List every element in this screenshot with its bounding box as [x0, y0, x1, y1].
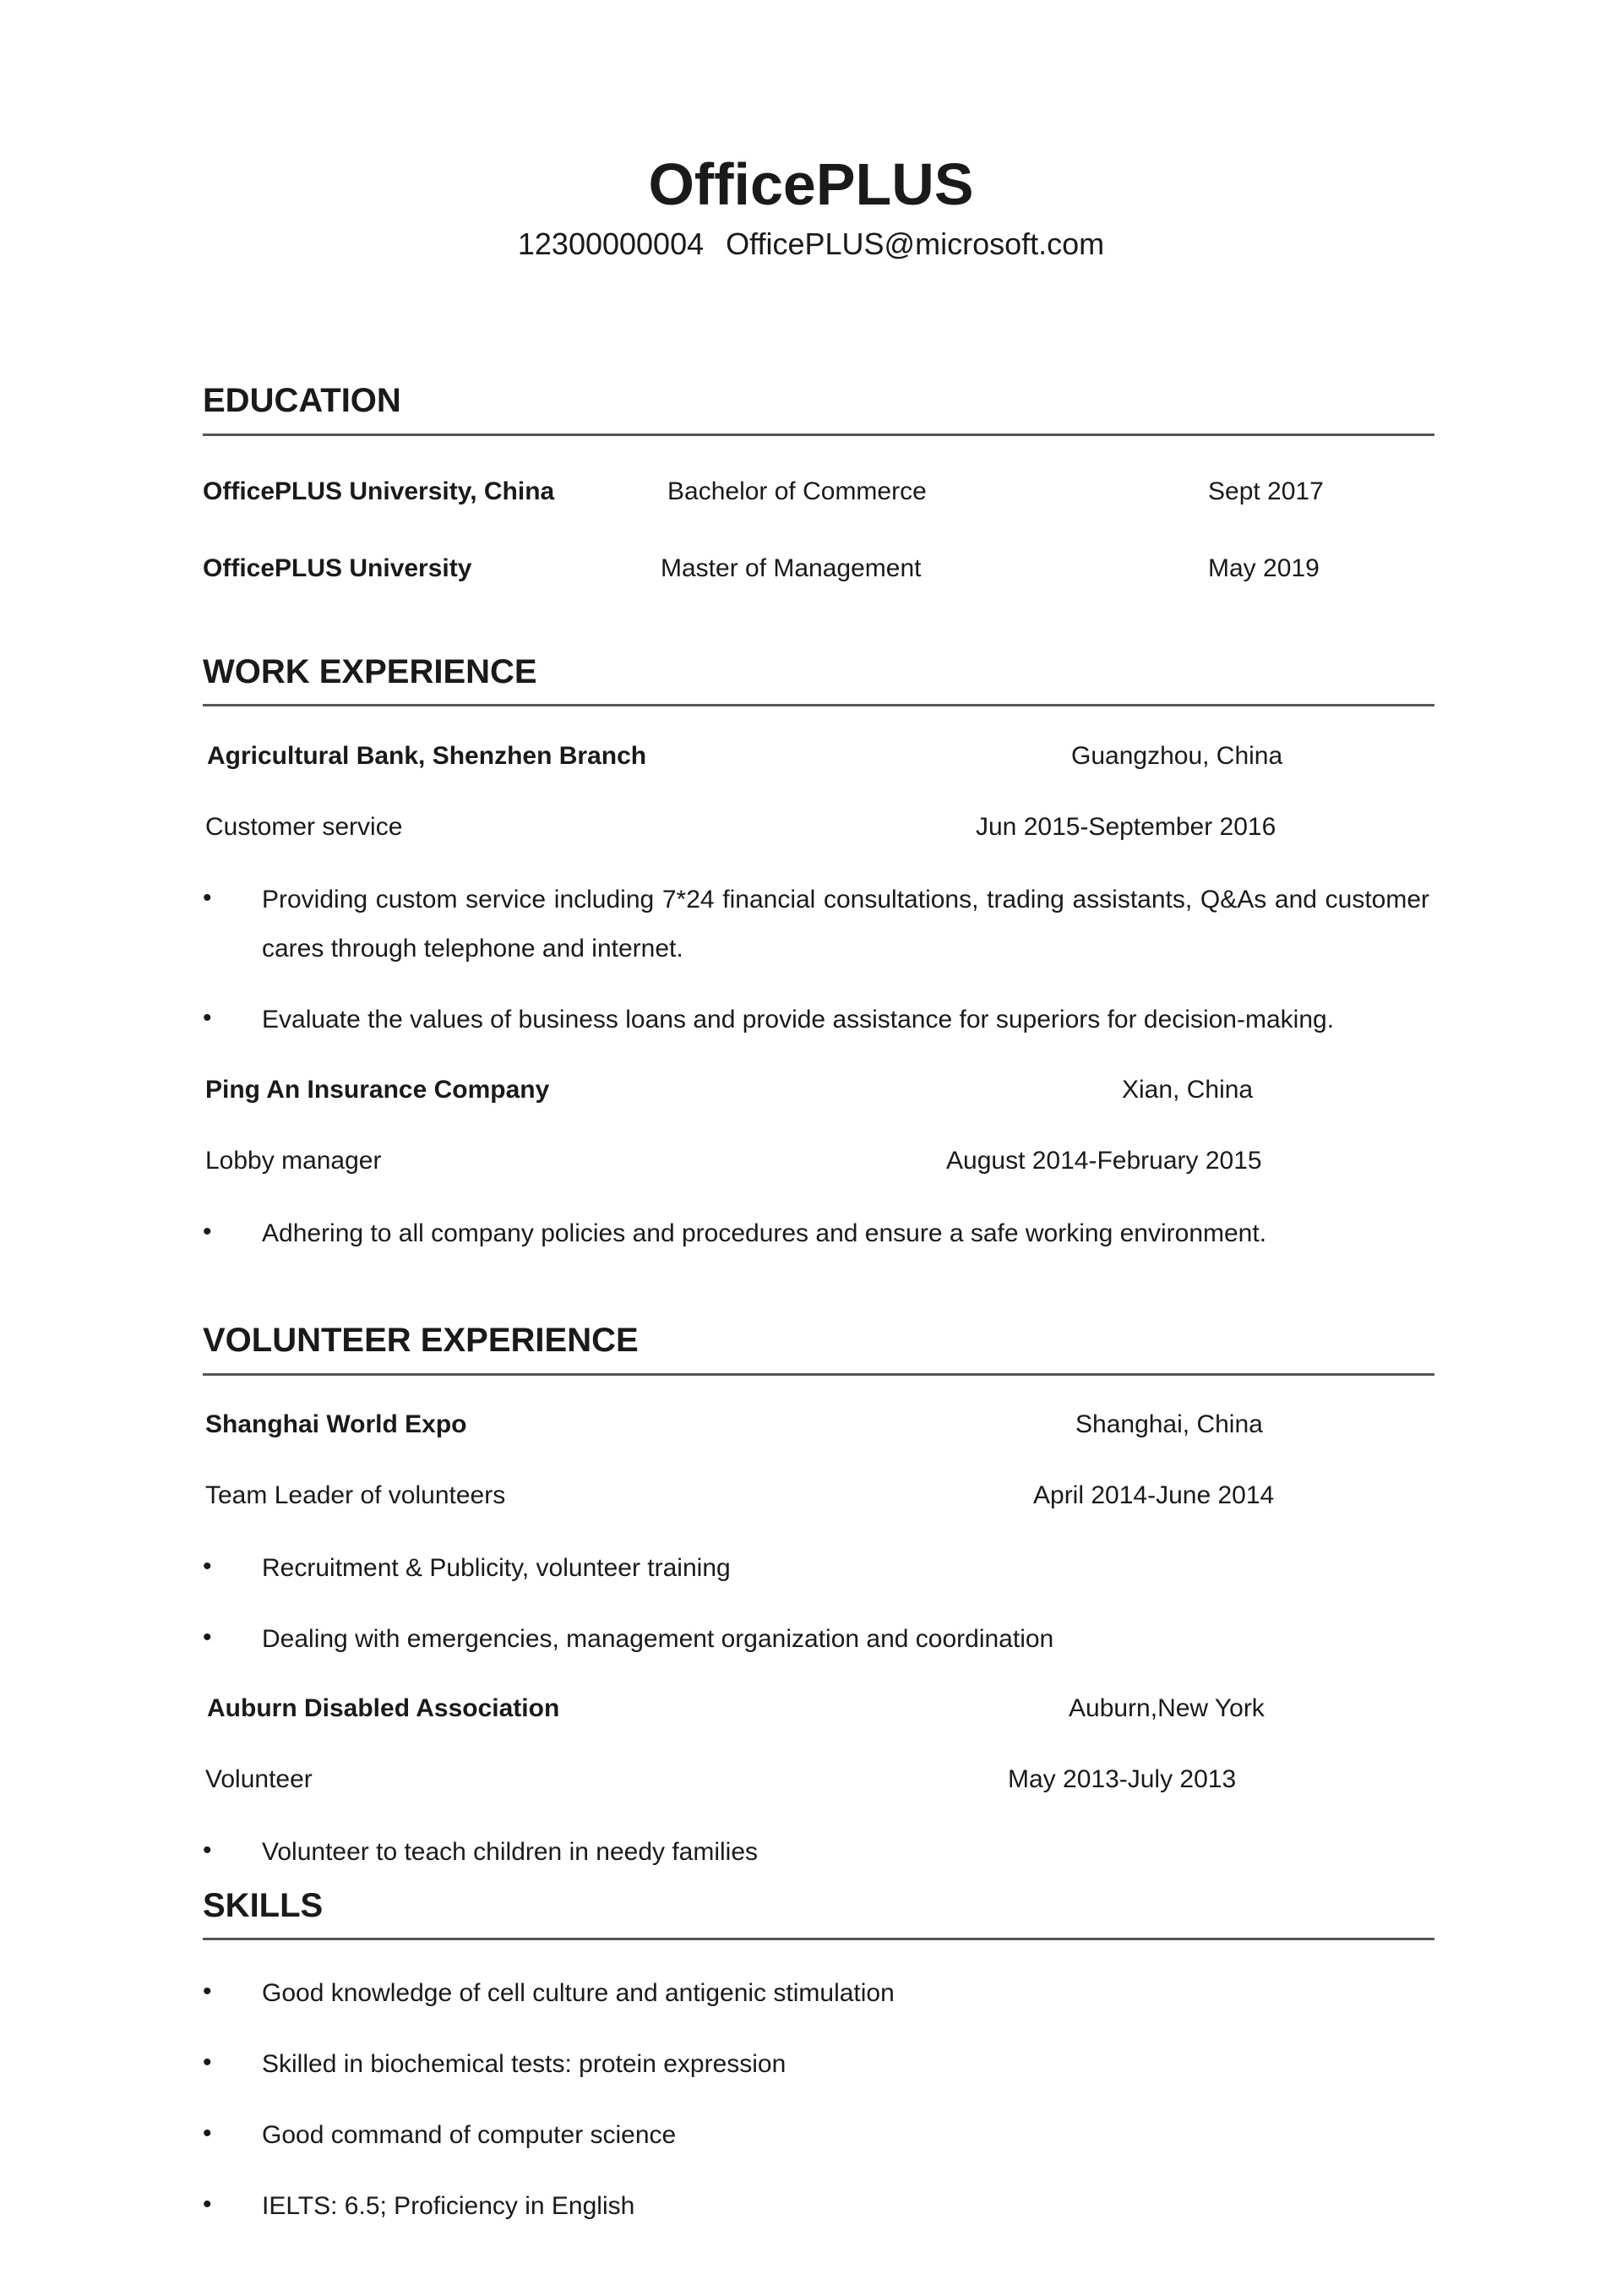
- skill-item: IELTS: 6.5; Proficiency in English: [262, 2192, 635, 2220]
- bullet-marker: •: [203, 1552, 212, 1580]
- education-heading: EDUCATION: [203, 382, 401, 419]
- bullet-marker: •: [203, 2190, 212, 2218]
- volunteer-bullet: Recruitment & Publicity, volunteer training: [262, 1554, 731, 1582]
- bullet-marker: •: [203, 1623, 212, 1651]
- bullet-marker: •: [203, 1004, 212, 1032]
- job-company: Agricultural Bank, Shenzhen Branch: [207, 742, 647, 770]
- email-address: OfficePLUS@microsoft.com: [726, 226, 1105, 261]
- job-role: Customer service: [205, 813, 403, 841]
- volunteer-bullet: Volunteer to teach children in needy families: [262, 1838, 759, 1866]
- volunteer-org: Auburn Disabled Association: [207, 1694, 560, 1722]
- job-dates: Jun 2015-September 2016: [976, 813, 1276, 841]
- education-school: OfficePLUS University: [203, 554, 472, 582]
- education-degree: Bachelor of Commerce: [667, 477, 927, 505]
- volunteer-dates: May 2013-July 2013: [1008, 1765, 1237, 1793]
- volunteer-location: Auburn,New York: [1069, 1694, 1265, 1722]
- skills-divider: [203, 1938, 1434, 1940]
- work-heading: WORK EXPERIENCE: [203, 653, 537, 690]
- volunteer-bullet: Dealing with emergencies, management organization and coordination: [262, 1625, 1054, 1653]
- education-date: May 2019: [1208, 554, 1320, 582]
- job-bullet: Adhering to all company policies and procedures and ensure a safe working environment.: [262, 1219, 1267, 1247]
- job-role: Lobby manager: [205, 1147, 382, 1175]
- skill-item: Good knowledge of cell culture and antigenic stimulation: [262, 1979, 895, 2007]
- work-divider: [203, 704, 1434, 706]
- bullet-marker: •: [203, 2119, 212, 2147]
- skills-heading: SKILLS: [203, 1887, 324, 1924]
- education-date: Sept 2017: [1208, 477, 1324, 505]
- education-school: OfficePLUS University, China: [203, 477, 555, 505]
- volunteer-divider: [203, 1373, 1434, 1376]
- volunteer-org: Shanghai World Expo: [205, 1410, 467, 1438]
- contact-line: [0, 226, 1622, 262]
- job-bullet: Providing custom service including 7*24 financial consultations, trading assistants, Q&As and customer cares through telephone and internet.: [262, 886, 1429, 963]
- bullet-marker: •: [203, 884, 212, 912]
- skill-item: Good command of computer science: [262, 2121, 677, 2149]
- job-bullet: Evaluate the values of business loans and provide assistance for superiors for decision-making.: [262, 1006, 1335, 1033]
- volunteer-role: Team Leader of volunteers: [205, 1481, 506, 1509]
- volunteer-location: Shanghai, China: [1075, 1410, 1263, 1438]
- bullet-marker: •: [203, 1977, 212, 2005]
- volunteer-dates: April 2014-June 2014: [1033, 1481, 1275, 1509]
- bullet-marker: •: [203, 2048, 212, 2076]
- skill-item: Skilled in biochemical tests: protein expression: [262, 2050, 787, 2078]
- job-dates: August 2014-February 2015: [946, 1147, 1262, 1175]
- volunteer-role: Volunteer: [205, 1765, 313, 1793]
- job-location: Guangzhou, China: [1071, 742, 1283, 770]
- resume-name: OfficePLUS: [648, 151, 974, 217]
- bullet-marker: •: [203, 1218, 212, 1246]
- job-location: Xian, China: [1122, 1076, 1254, 1104]
- education-degree: Master of Management: [661, 554, 922, 582]
- phone-number: 12300000004: [517, 226, 705, 261]
- job-company: Ping An Insurance Company: [205, 1076, 550, 1104]
- volunteer-heading: VOLUNTEER EXPERIENCE: [203, 1322, 639, 1359]
- education-divider: [203, 434, 1434, 436]
- bullet-marker: •: [203, 1836, 212, 1864]
